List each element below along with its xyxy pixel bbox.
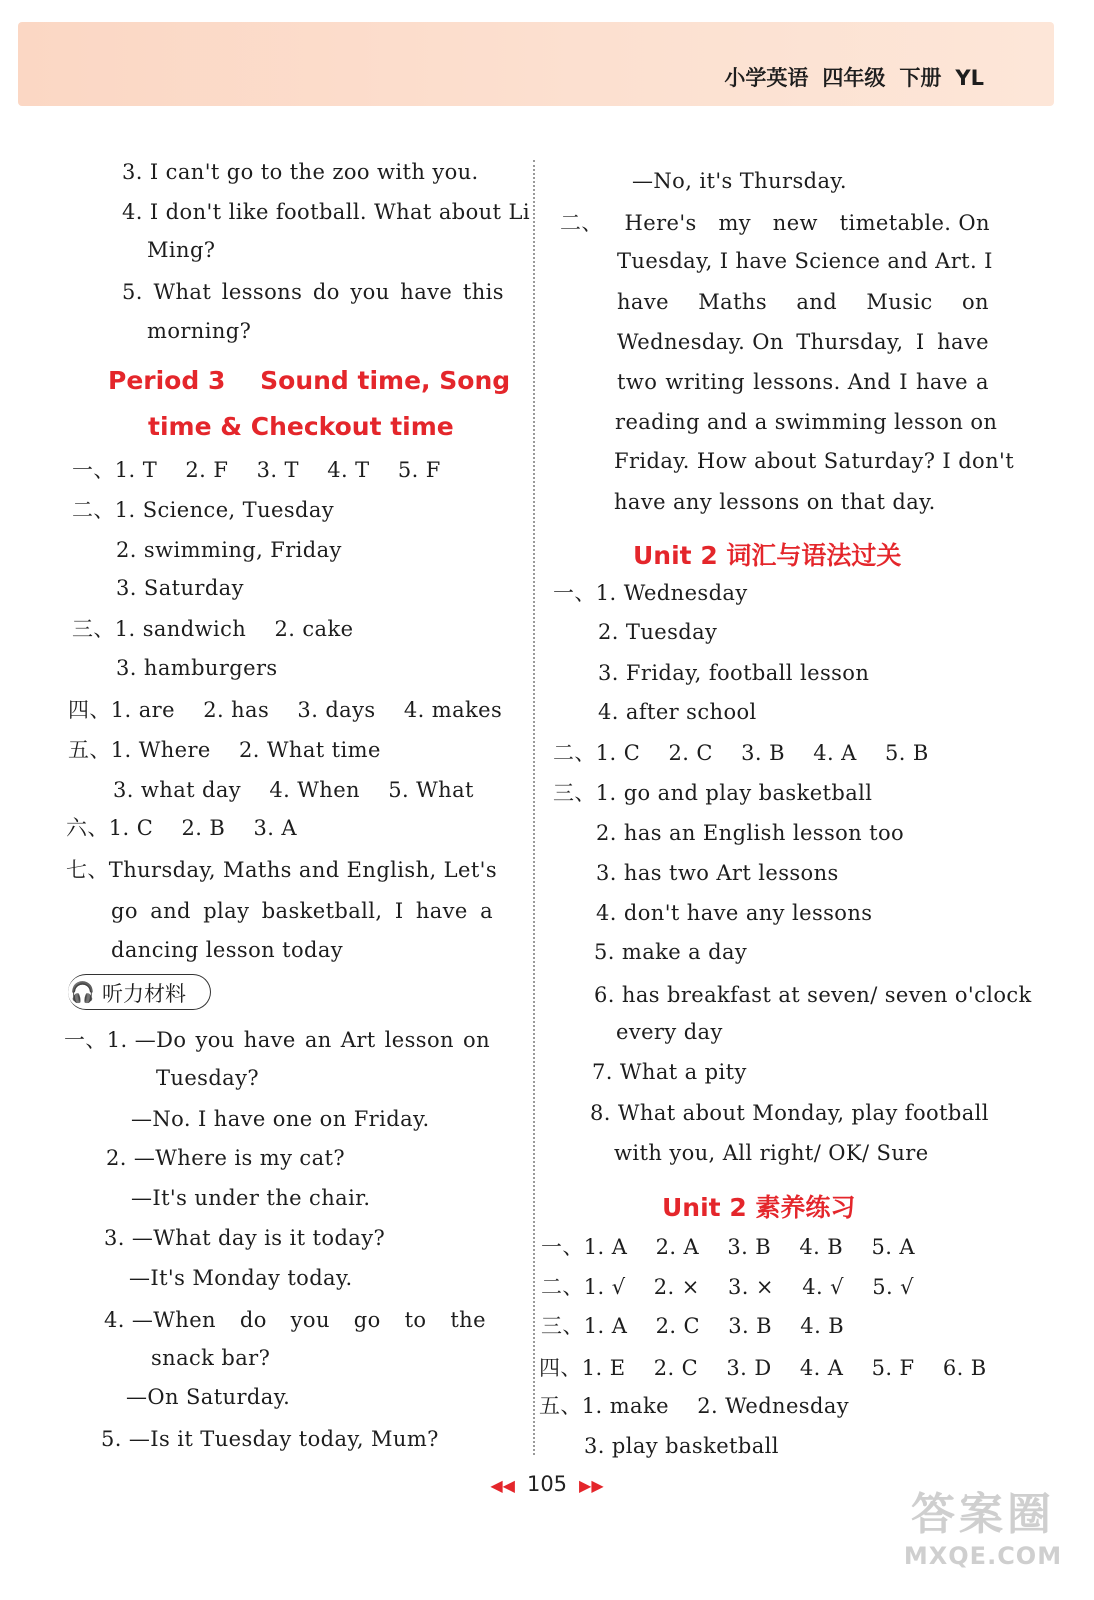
answer-line: Friday. How about Saturday? I don't [614,449,1015,473]
answer-line: 6. has breakfast at seven/ seven o'clock [594,983,1032,1007]
word: 4. —When [104,1308,216,1332]
word: I [899,370,908,394]
answer-line: 七、Thursday, Maths and English, Let's [66,858,498,882]
answer-line: 3. has two Art lessons [596,861,839,885]
word: do [239,1308,267,1332]
answer-line: Ming? [147,238,216,262]
page-number: 105 [526,1472,568,1496]
answer-line: 一、1. Wednesday [553,581,748,605]
header-grade: 四年级 [822,66,886,90]
answer-line: 二、1. C 2. C 3. B 4. A 5. B [553,741,929,765]
word: 二、 [560,211,603,235]
header-volume: 下册 [899,66,942,90]
answer-line: 二、1. Science, Tuesday [72,498,335,522]
answer-line-justified [617,287,989,317]
transcript-line: snack bar? [151,1346,271,1370]
answer-line-justified [617,367,989,397]
word: a [480,899,493,923]
transcript-line: —No, it's Thursday. [632,169,847,193]
answer-line: 4. I don't like football. What about Li [122,200,530,224]
word: What [153,280,212,304]
word: you [290,1308,330,1332]
answer-line: 4. after school [598,700,757,724]
listening-material-tag [68,974,211,1010]
answer-line: 3. hamburgers [116,656,278,680]
word: new [772,211,818,235]
word: Thursday, [796,330,904,354]
answer-line: 六、1. C 2. B 3. A [66,816,298,840]
word: have [916,370,968,394]
answer-line: 三、1. go and play basketball [553,781,873,805]
section-title: Unit 2 词汇与语法过关 [633,541,902,570]
word: Art [340,1028,376,1052]
answer-line: 7. What a pity [592,1060,747,1084]
answer-line: morning? [147,319,252,343]
answer-line: 5. make a day [594,940,748,964]
word: Music [866,290,933,314]
word: to [404,1308,427,1332]
answer-line: 二、1. √ 2. × 3. × 4. √ 5. √ [541,1275,914,1299]
word: you [195,1028,235,1052]
watermark-logo [898,1478,1068,1588]
word: have [243,1028,296,1052]
transcript-line: —No. I have one on Friday. [131,1107,430,1131]
word: Here's [624,211,697,235]
answer-line: 四、1. E 2. C 3. D 4. A 5. F 6. B [539,1356,987,1380]
answer-line: with you, All right/ OK/ Sure [614,1141,929,1165]
word: 5. [122,280,143,304]
transcript-line: —It's Monday today. [129,1266,353,1290]
answer-line: 三、1. sandwich 2. cake [72,617,354,641]
next-arrows-icon: ▶▶ [579,1476,604,1495]
transcript-line: 3. —What day is it today? [104,1226,386,1250]
answer-line: 一、1. T 2. F 3. T 4. T 5. F [72,458,441,482]
watermark-domain: MXQE.COM [903,1542,1063,1570]
word: and [150,899,191,923]
answer-line: 8. What about Monday, play football [590,1101,989,1125]
word: do [312,280,340,304]
transcript-line-justified [104,1305,486,1335]
answer-line: 四、1. are 2. has 3. days 4. makes [68,698,503,722]
word: go [111,899,138,923]
transcript-line-justified [64,1025,490,1055]
answer-line: 2. swimming, Friday [116,538,342,562]
answer-line: Tuesday, I have Science and Art. I [617,249,993,273]
answer-line: 3. Saturday [116,576,244,600]
answer-line-justified [560,208,990,238]
transcript-line: —On Saturday. [126,1385,291,1409]
answer-line-justified [111,896,493,926]
word: lessons. And [753,370,892,394]
word: my [718,211,752,235]
word: I [915,330,925,354]
word: go [353,1308,381,1332]
transcript-line: 5. —Is it Tuesday today, Mum? [101,1427,439,1451]
answer-line: 五、1. make 2. Wednesday [539,1394,850,1418]
header-edition: YL [955,66,984,90]
watermark-text: 答案圈 [911,1489,1055,1540]
word: Wednesday. On [617,330,784,354]
word: play [203,899,250,923]
transcript-line: —It's under the chair. [131,1186,371,1210]
answer-line-justified [122,277,504,307]
answer-line: 3. what day 4. When 5. What [113,778,474,802]
word: have [617,290,669,314]
word: Maths [698,290,768,314]
word: the [450,1308,486,1332]
word: 一、1. —Do [64,1028,187,1052]
word: have [415,899,468,923]
word: this [462,280,504,304]
word: you [350,280,390,304]
transcript-line: 2. —Where is my cat? [106,1146,345,1170]
word: timetable. On [839,211,990,235]
word: I [394,899,404,923]
word: basketball, [261,899,383,923]
word: on [463,1028,490,1052]
word: a [976,370,989,394]
word: writing [665,370,746,394]
header-subject: 小学英语 [724,66,809,90]
answer-line: 五、1. Where 2. What time [68,738,381,762]
word: and [796,290,838,314]
answer-line: 3. I can't go to the zoo with you. [122,160,479,184]
answer-line: every day [616,1020,723,1044]
answer-line: 2. Tuesday [598,620,718,644]
answer-line: 4. don't have any lessons [596,901,873,925]
section-title: Period 3 Sound time, Song [108,366,511,395]
answer-line: have any lessons on that day. [614,490,936,514]
answer-line: dancing lesson today [111,938,344,962]
answer-line: 3. Friday, football lesson [598,661,870,685]
answer-line: 3. play basketball [584,1434,779,1458]
answer-line: reading and a swimming lesson on [615,410,998,434]
headphones-icon: 🎧 [70,980,95,1004]
answer-line-justified [617,327,989,357]
answer-line: 一、1. A 2. A 3. B 4. B 5. A [541,1235,915,1259]
prev-arrows-icon: ◀◀ [490,1476,515,1495]
running-header [710,62,984,92]
section-title: time & Checkout time [148,412,454,441]
column-divider [533,160,535,1455]
word: lesson [384,1028,454,1052]
transcript-line: Tuesday? [156,1066,260,1090]
section-title: Unit 2 素养练习 [662,1193,856,1222]
word: have [937,330,989,354]
word: have [400,280,453,304]
word: lessons [221,280,303,304]
answer-line: 2. has an English lesson too [596,821,905,845]
word: two [617,370,658,394]
word: an [304,1028,332,1052]
word: on [962,290,989,314]
answer-line: 三、1. A 2. C 3. B 4. B [541,1314,845,1338]
listening-material-label: 听力材料 [102,982,186,1006]
